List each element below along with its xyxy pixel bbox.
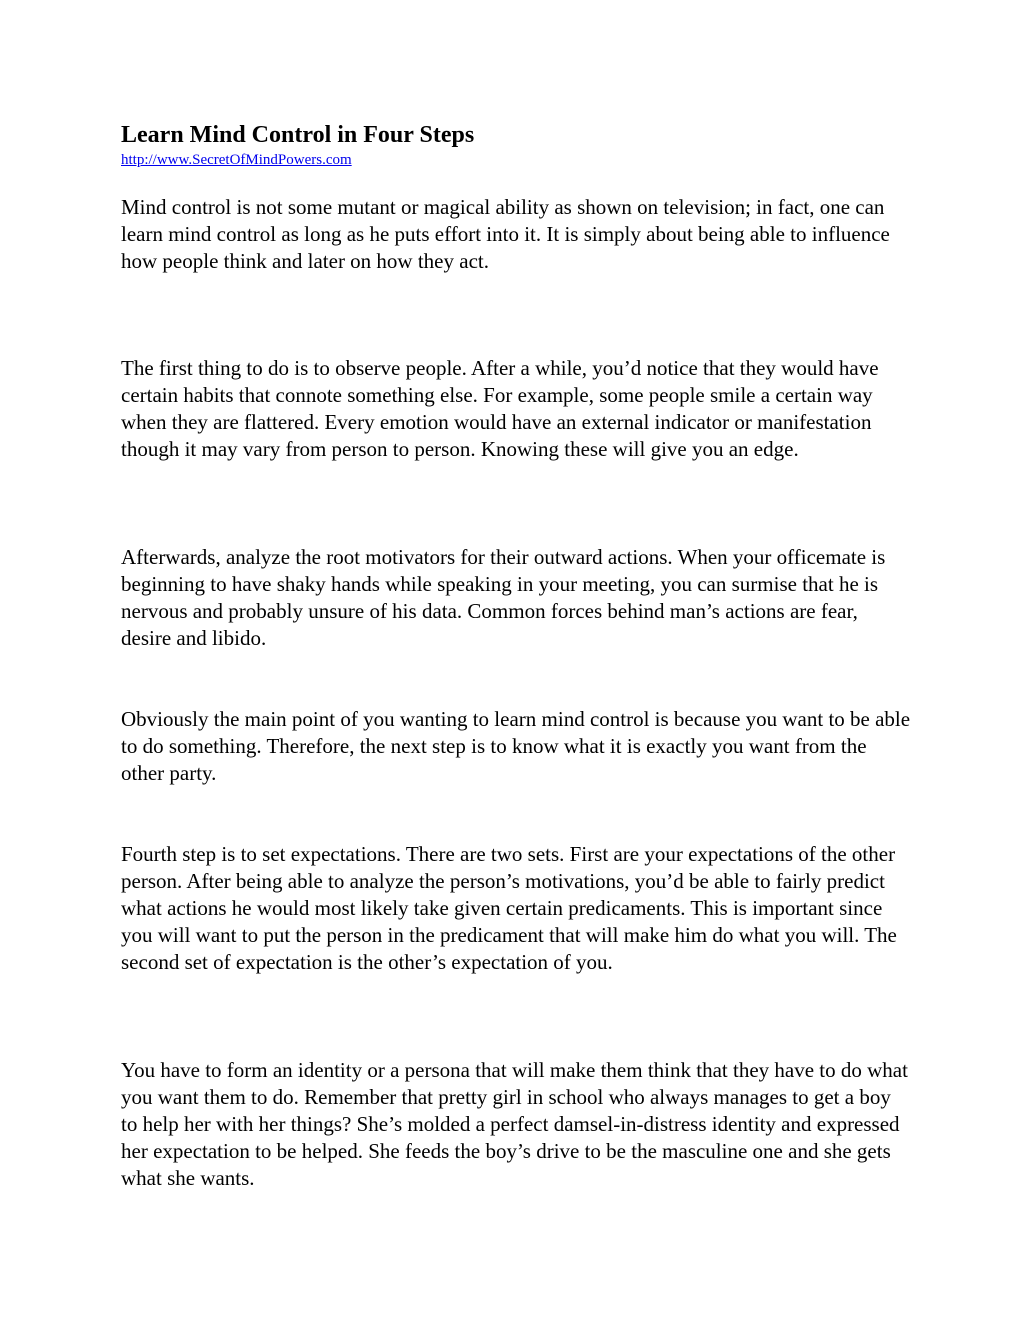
paragraph-analyze: Afterwards, analyze the root motivators for their outward actions. When your officemate is beginning to have shaky hands while speaking in your meeting, you can surmise that he is nervous and probably unsure of his data. Common forces behind man’s actions are fear, desire and libido. [121, 545, 886, 650]
paragraph-goal: Obviously the main point of you wanting to learn mind control is because you want to be able to do something. Therefore, the next step is to know what it is exactly you want from the other party. [121, 707, 911, 785]
document-page [121, 120, 911, 1190]
website-link[interactable]: http://www.SecretOfMindPowers.com [121, 152, 352, 168]
paragraph-intro: Mind control is not some mutant or magical ability as shown on television; in fact, one can learn mind control as long as he puts effort into it. It is simply about being able to influence how people think and later on how they act. [121, 195, 890, 273]
paragraph-expectations: Fourth step is to set expectations. There are two sets. First are your expectations of the other person. After being able to analyze the person’s motivations, you’d be able to fairly predict what actions he would most likely take given certain predicaments. This is important since you will want to put the person in the predicament that will make him do what you will. The second set of expectation is the other’s expectation of you. [121, 842, 897, 974]
document-title: Learn Mind Control in Four Steps [121, 122, 475, 148]
paragraph-persona: You have to form an identity or a persona that will make them think that they have to do what you want them to do. Remember that pretty girl in school who always manages to get a boy to help her with her things? She’s molded a perfect damsel-in-distress identity and expressed her expectation to be helped. She feeds the boy’s drive to be the masculine one and she gets what she wants. [121, 1058, 908, 1190]
paragraph-observe: The first thing to do is to observe people. After a while, you’d notice that they would have certain habits that connote something else. For example, some people smile a certain way when they are flattered. Every emotion would have an external indicator or manifestation though it may vary from person to person. Knowing these will give you an edge. [121, 356, 879, 461]
